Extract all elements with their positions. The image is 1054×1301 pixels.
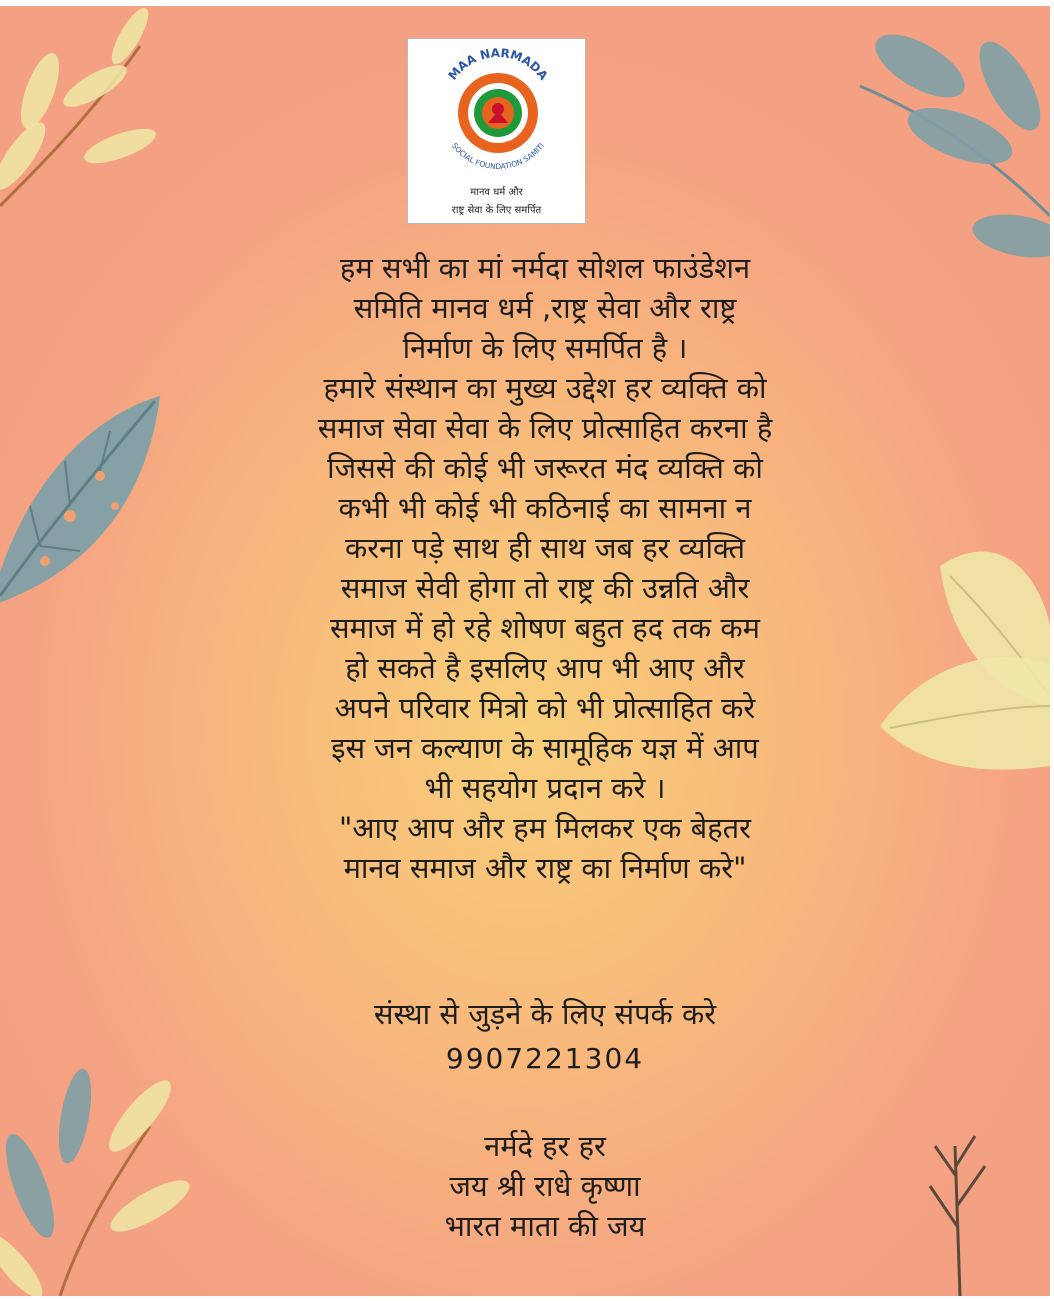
- mission-line: हमारे संस्थान का मुख्य उद्देश हर व्यक्ति को: [323, 371, 767, 405]
- mission-line: समिति मानव धर्म ,राष्ट्र सेवा और राष्ट्र: [353, 291, 737, 325]
- logo-arc-bottom-text: SOCIAL FOUNDATION SAMITI: [449, 141, 547, 172]
- mission-statement: [230, 248, 860, 888]
- leaf-branch-top-right: [860, 22, 1050, 264]
- closing-slogans: [230, 1126, 860, 1246]
- logo-arc-top-text: MAA NARMADA: [445, 45, 551, 83]
- twig-bottom-right: [930, 1136, 985, 1296]
- mission-line: समाज सेवा सेवा के लिए प्रोत्साहित करना है: [317, 411, 773, 445]
- mission-line: समाज सेवी होगा तो राष्ट्र की उन्नति और: [340, 571, 750, 605]
- mission-line: मानव समाज और राष्ट्र का निर्माण करे": [343, 851, 747, 885]
- mission-line: हो सकते है इसलिए आप भी आए और: [345, 651, 745, 685]
- closing-line: नर्मदे हर हर: [484, 1129, 606, 1163]
- leaf-branch-top-left: [0, 6, 160, 206]
- mission-line: कभी भी कोई भी कठिनाई का सामना न: [338, 491, 752, 525]
- mission-line: जिससे की कोई भी जरूरत मंद व्यक्ति को: [327, 451, 763, 485]
- mission-line: अपने परिवार मित्रो को भी प्रोत्साहित करे: [334, 691, 756, 725]
- mission-line: समाज में हो रहे शोषण बहुत हद तक कम: [330, 611, 760, 645]
- phone-number: 9907221304: [445, 1042, 645, 1075]
- logo-tagline-1: मानव धर्म और: [470, 187, 523, 198]
- mission-line: इस जन कल्याण के सामूहिक यज्ञ में आप: [331, 731, 759, 765]
- closing-line: भारत माता की जय: [444, 1209, 646, 1243]
- closing-line: जय श्री राधे कृष्णा: [449, 1169, 641, 1203]
- contact-label: संस्था से जुड़ने के लिए संपर्क करे: [373, 997, 717, 1031]
- mission-line: हम सभी का मां नर्मदा सोशल फाउंडेशन: [339, 251, 751, 285]
- logo-emblem: [408, 39, 585, 189]
- mission-line: भी सहयोग प्रदान करे ।: [424, 771, 666, 805]
- leaf-branch-right: [880, 551, 1050, 769]
- leaf-big-left: [0, 396, 160, 606]
- mission-line: "आए आप और हम मिलकर एक बेहतर: [338, 811, 751, 845]
- foundation-logo: [407, 38, 586, 224]
- leaf-branch-bottom-left: [0, 1066, 196, 1296]
- logo-tagline-2: राष्ट्र सेवा के लिए समर्पित: [451, 205, 542, 216]
- mission-line: करना पड़े साथ ही साथ जब हर व्यक्ति: [344, 531, 746, 565]
- mission-line: निर्माण के लिए समर्पित है ।: [402, 331, 688, 365]
- poster: [0, 6, 1050, 1296]
